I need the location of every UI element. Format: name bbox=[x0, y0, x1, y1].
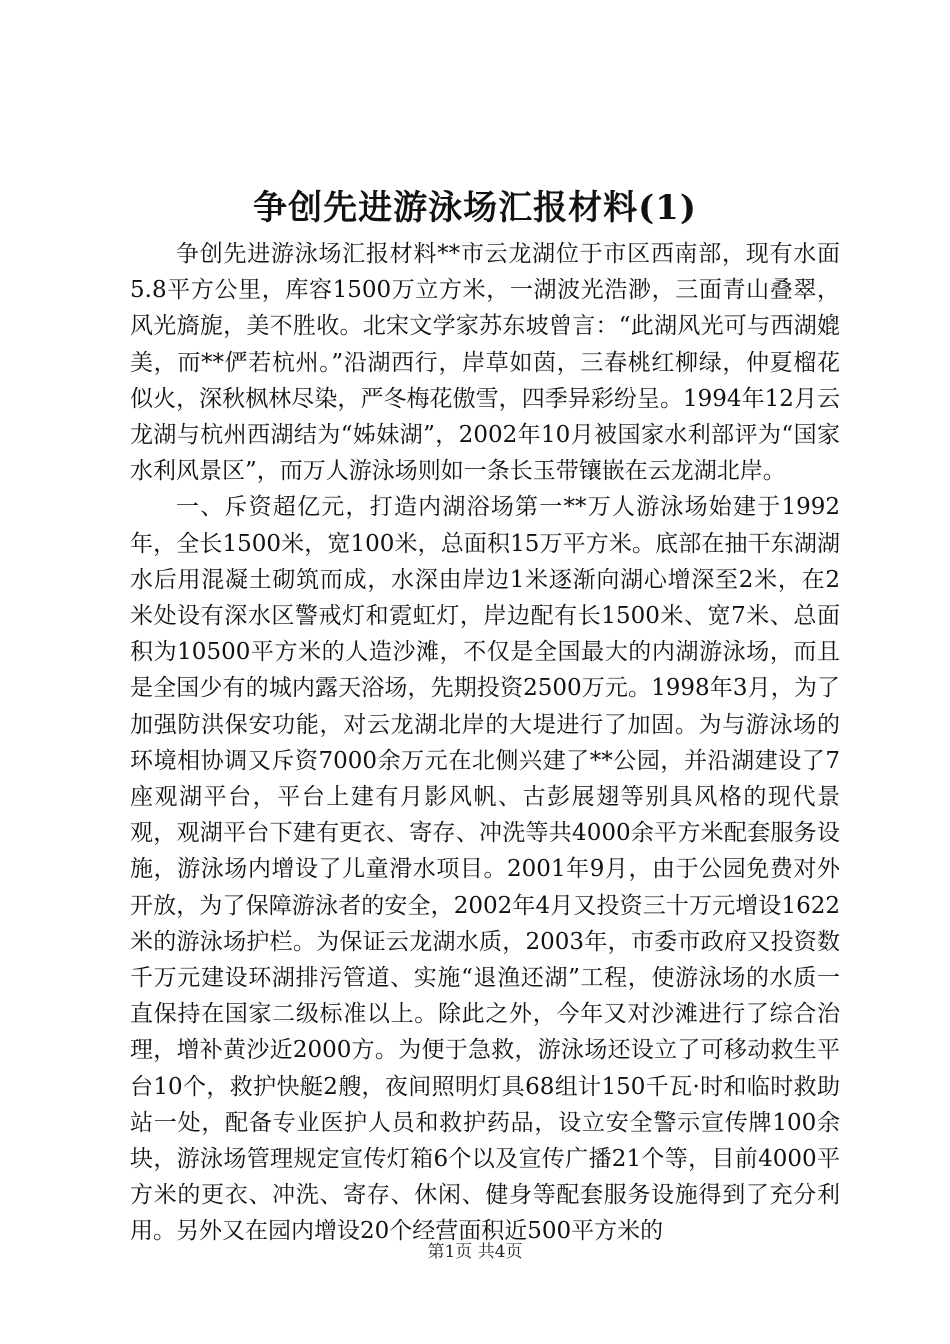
paragraph-intro: 争创先进游泳场汇报材料**市云龙湖位于市区西南部，现有水面5.8平方公里，库容1500万立方米，一湖波光浩渺，三面青山叠翠，风光旖旎，美不胜收。北宋文学家苏东坡曾言：“此湖风光可与西湖媲美，而**俨若杭州。”沿湖西行，岸草如茵，三春桃红柳绿，仲夏榴花似火，深秋枫林尽染，严冬梅花傲雪，四季异彩纷呈。1994年12月云龙湖与杭州西湖结为“姊妹湖”，2002年10月被国家水利部评为“国家水利风景区”，而万人游泳场则如一条长玉带镶嵌在云龙湖北岸。 bbox=[130, 241, 840, 485]
page-number-footer: 第1页 共4页 bbox=[427, 1242, 523, 1262]
document-body bbox=[130, 236, 840, 1250]
paragraph-section-one: 一、斥资超亿元，打造内湖浴场第一**万人游泳场始建于1992年，全长1500米，宽100米，总面积15万平方米。底部在抽干东湖湖水后用混凝土砌筑而成，水深由岸边1米逐渐向湖心增深至2米，在2米处设有深水区警戒灯和霓虹灯，岸边配有长1500米、宽7米、总面积为10500平方米的人造沙滩，不仅是全国最大的内湖游泳场，而且是全国少有的城内露天浴场，先期投资2500万元。1998年3月，为了加强防洪保安功能，对云龙湖北岸的大堤进行了加固。为与游泳场的环境相协调又斥资7000余万元在北侧兴建了**公园，并沿湖建设了7座观湖平台，平台上建有月影风帆、古彭展翅等别具风格的现代景观，观湖平台下建有更衣、寄存、冲洗等共4000余平方米配套服务设施，游泳场内增设了儿童滑水项目。2001年9月，由于公园免费对外开放，为了保障游泳者的安全，2002年4月又投资三十万元增设1622米的游泳场护栏。为保证云龙湖水质，2003年，市委市政府又投资数千万元建设环湖排污管道、实施“退渔还湖”工程，使游泳场的水质一直保持在国家二级标准以上。除此之外，今年又对沙滩进行了综合治理，增补黄沙近2000方。为便于急救，游泳场还设立了可移动救生平台10个，救护快艇2艘，夜间照明灯具68组计150千瓦·时和临时救助站一处，配备专业医护人员和救护药品，设立安全警示宣传牌100余块，游泳场管理规定宣传灯箱6个以及宣传广播21个等，目前4000平方米的更衣、冲洗、寄存、休闲、健身等配套服务设施得到了充分利用。另外又在园内增设20个经营面积近500平方米的 bbox=[130, 494, 840, 1245]
document-title: 争创先进游泳场汇报材料(1) bbox=[253, 188, 697, 228]
